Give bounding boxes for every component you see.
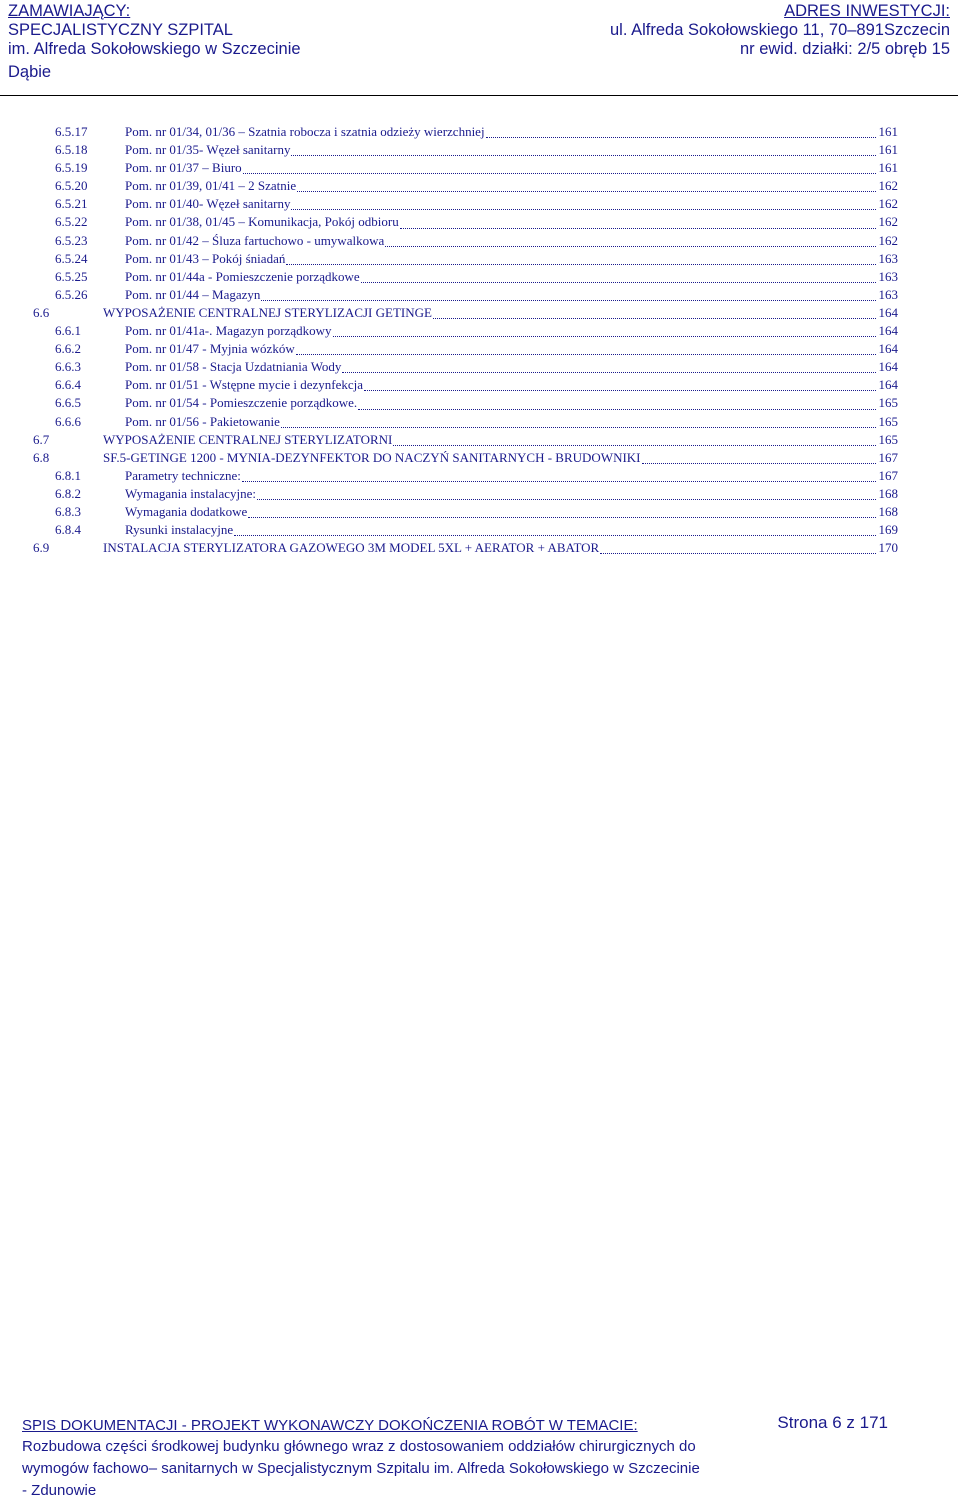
toc-entry-number: 6.8.3	[55, 503, 81, 519]
employer-name-line2: im. Alfreda Sokołowskiego w Szczecinie	[8, 40, 301, 58]
toc-entry-number: 6.6.1	[55, 323, 81, 339]
toc-entry-page: 164	[878, 323, 898, 339]
dot-leader	[642, 463, 876, 464]
dot-leader	[433, 318, 876, 319]
toc-entry-page: 163	[878, 268, 898, 284]
toc-entry-leader-wrap	[103, 431, 876, 449]
toc-entry[interactable]	[0, 159, 960, 177]
toc-entry-leader-wrap	[125, 286, 876, 304]
dot-leader	[385, 246, 876, 247]
toc-entry[interactable]	[0, 340, 960, 358]
toc-entry-number: 6.5.22	[55, 214, 88, 230]
toc-entry-page: 165	[878, 413, 898, 429]
toc-entry-page: 161	[878, 142, 898, 158]
toc-entry-page: 162	[878, 232, 898, 248]
toc-entry[interactable]	[0, 123, 960, 141]
toc-entry[interactable]	[0, 232, 960, 250]
toc-entry-leader-wrap	[125, 213, 876, 231]
toc-entry-leader-wrap	[125, 159, 876, 177]
toc-entry-page: 164	[878, 304, 898, 320]
dot-leader	[291, 209, 876, 210]
toc-entry-title: Wymagania dodatkowe	[125, 503, 248, 519]
toc-entry-title: Pom. nr 01/54 - Pomieszczenie porządkowe.	[125, 395, 358, 411]
toc-entry-leader-wrap	[125, 376, 876, 394]
toc-entry[interactable]	[0, 376, 960, 394]
toc-entry-number: 6.8.4	[55, 522, 81, 538]
dot-leader	[281, 427, 876, 428]
toc-entry-leader-wrap	[125, 485, 876, 503]
toc-entry-page: 167	[878, 467, 898, 483]
toc-entry-title: Pom. nr 01/41a-. Magazyn porządkowy	[125, 323, 332, 339]
toc-entry[interactable]	[0, 467, 960, 485]
dot-leader	[234, 535, 876, 536]
toc-entry[interactable]	[0, 431, 960, 449]
toc-entry-leader-wrap	[103, 539, 876, 557]
toc-entry-number: 6.5.26	[55, 286, 88, 302]
toc-entry-title: Wymagania instalacyjne:	[125, 485, 256, 501]
toc-entry-leader-wrap	[125, 322, 876, 340]
toc-entry-page: 170	[878, 540, 898, 556]
toc-entry[interactable]	[0, 322, 960, 340]
toc-entry-number: 6.8	[33, 449, 50, 465]
toc-entry-page: 162	[878, 196, 898, 212]
dot-leader	[242, 481, 876, 482]
toc-entry-title: Pom. nr 01/44 – Magazyn	[125, 286, 261, 302]
toc-entry-title: Pom. nr 01/37 – Biuro	[125, 160, 242, 176]
toc-entry-leader-wrap	[125, 358, 876, 376]
toc-entry-number: 6.5.19	[55, 160, 88, 176]
toc-entry-leader-wrap	[125, 467, 876, 485]
toc-entry[interactable]	[0, 250, 960, 268]
toc-entry-number: 6.5.21	[55, 196, 88, 212]
toc-entry-title: Pom. nr 01/34, 01/36 – Szatnia robocza i szatnia odzieży wierzchniej	[125, 124, 485, 139]
dot-leader	[243, 173, 876, 174]
toc-entry-number: 6.5.24	[55, 250, 88, 266]
dot-leader	[297, 191, 876, 192]
page-number: Strona 6 z 171	[777, 1413, 888, 1432]
toc-entry-title: Rysunki instalacyjne	[125, 522, 234, 538]
toc-entry-page: 162	[878, 214, 898, 230]
toc-entry-title: INSTALACJA STERYLIZATORA GAZOWEGO 3M MODEL 5XL + AERATOR + ABATOR	[103, 540, 600, 556]
toc-entry-title: Pom. nr 01/39, 01/41 – 2 Szatnie	[125, 178, 297, 194]
toc-entry-page: 162	[878, 178, 898, 194]
toc-entry-leader-wrap	[125, 268, 876, 286]
toc-entry-number: 6.6.2	[55, 341, 81, 357]
dot-leader	[358, 409, 876, 410]
toc-entry-number: 6.6.4	[55, 377, 81, 393]
toc-entry-page: 164	[878, 377, 898, 393]
toc-entry-title: SF.5-GETINGE 1200 - MYNIA-DEZYNFEKTOR DO NACZYŃ SANITARNYCH - BRUDOWNIKI	[103, 449, 641, 465]
footer-line-1: Rozbudowa części środkowej budynku głównego wraz z dostosowaniem oddziałów chirurgicznych do	[22, 1438, 696, 1455]
toc-entry-page: 163	[878, 286, 898, 302]
toc-entry[interactable]	[0, 268, 960, 286]
toc-entry-number: 6.6.5	[55, 395, 81, 411]
toc-entry-leader-wrap	[125, 123, 876, 141]
footer-line-3: - Zdunowie	[22, 1482, 97, 1499]
header-divider	[0, 95, 958, 96]
dot-leader	[364, 390, 876, 391]
toc-entry[interactable]	[0, 449, 960, 467]
dot-leader	[600, 553, 876, 554]
toc-entry[interactable]	[0, 413, 960, 431]
toc-entry-leader-wrap	[103, 304, 876, 322]
dot-leader	[248, 517, 876, 518]
toc-entry-title: Pom. nr 01/47 - Myjnia wózków	[125, 341, 295, 357]
toc-entry[interactable]	[0, 503, 960, 521]
dot-leader	[333, 336, 876, 337]
toc-entry-title: WYPOSAŻENIE CENTRALNEJ STERYLIZACJI GETINGE	[103, 304, 432, 320]
toc-entry-page: 163	[878, 250, 898, 266]
table-of-contents	[0, 123, 960, 557]
employer-name: SPECJALISTYCZNY SZPITAL	[8, 21, 233, 39]
investment-address-label: ADRES INWESTYCJI:	[784, 2, 950, 20]
toc-entry-page: 169	[878, 522, 898, 538]
toc-entry-number: 6.5.17	[55, 124, 88, 139]
toc-entry-leader-wrap	[125, 340, 876, 358]
toc-entry-leader-wrap	[103, 449, 876, 467]
dot-leader	[342, 372, 876, 373]
dot-leader	[286, 264, 876, 265]
toc-entry-page: 164	[878, 359, 898, 375]
toc-entry-title: Parametry techniczne:	[125, 467, 241, 483]
toc-entry-page: 168	[878, 503, 898, 519]
toc-entry[interactable]	[0, 141, 960, 159]
toc-entry-leader-wrap	[125, 413, 876, 431]
parcel-number: nr ewid. działki: 2/5 obręb 15	[739, 40, 950, 58]
toc-entry-page: 168	[878, 485, 898, 501]
toc-entry-number: 6.5.23	[55, 232, 88, 248]
toc-entry-number: 6.6.3	[55, 359, 81, 375]
toc-entry-leader-wrap	[125, 521, 876, 539]
toc-entry-leader-wrap	[125, 250, 876, 268]
toc-entry[interactable]	[0, 485, 960, 503]
toc-entry-number: 6.8.1	[55, 467, 81, 483]
dot-leader	[400, 228, 876, 229]
toc-entry-leader-wrap	[125, 195, 876, 213]
toc-entry-number: 6.6.6	[55, 413, 81, 429]
toc-entry-number: 6.5.25	[55, 268, 88, 284]
footer-line-2: wymogów fachowo– sanitarnych w Specjalistycznym Szpitalu im. Alfreda Sokołowskiego w Szczecinie	[22, 1460, 700, 1477]
employer-label: ZAMAWIAJĄCY:	[8, 2, 131, 20]
toc-entry[interactable]	[0, 539, 960, 557]
toc-entry-number: 6.9	[33, 540, 50, 556]
dot-leader	[486, 137, 876, 138]
toc-entry-page: 161	[878, 124, 898, 139]
toc-entry[interactable]	[0, 195, 960, 213]
toc-entry-page: 164	[878, 341, 898, 357]
toc-entry[interactable]	[0, 394, 960, 412]
toc-entry-title: Pom. nr 01/56 - Pakietowanie	[125, 413, 280, 429]
toc-entry[interactable]	[0, 177, 960, 195]
toc-entry-leader-wrap	[125, 503, 876, 521]
toc-entry-leader-wrap	[125, 177, 876, 195]
toc-entry-number: 6.6	[33, 304, 50, 320]
dot-leader	[296, 354, 876, 355]
toc-entry-title: Pom. nr 01/58 - Stacja Uzdatniania Wody	[125, 359, 342, 375]
toc-entry-number: 6.5.18	[55, 142, 88, 158]
toc-entry-page: 167	[878, 449, 898, 465]
toc-entry[interactable]	[0, 213, 960, 231]
investment-address: ul. Alfreda Sokołowskiego 11, 70–891Szczecin	[610, 21, 950, 39]
toc-entry-page: 165	[878, 395, 898, 411]
toc-entry-number: 6.8.2	[55, 485, 81, 501]
toc-entry-title: WYPOSAŻENIE CENTRALNEJ STERYLIZATORNI	[103, 431, 393, 447]
toc-entry[interactable]	[0, 286, 960, 304]
toc-entry-page: 161	[878, 160, 898, 176]
toc-entry-title: Pom. nr 01/40- Węzeł sanitarny	[125, 196, 291, 212]
dot-leader	[291, 155, 876, 156]
toc-entry[interactable]	[0, 358, 960, 376]
dot-leader	[361, 282, 876, 283]
toc-entry-title: Pom. nr 01/42 – Śluza fartuchowo - umywalkowa	[125, 232, 385, 248]
toc-entry-leader-wrap	[125, 394, 876, 412]
employer-name-line3: Dąbie	[8, 63, 52, 81]
toc-entry-title: Pom. nr 01/35- Węzeł sanitarny	[125, 142, 291, 158]
toc-entry[interactable]	[0, 304, 960, 322]
toc-entry-number: 6.7	[33, 431, 50, 447]
toc-entry-title: Pom. nr 01/44a - Pomieszczenie porządkowe	[125, 268, 360, 284]
dot-leader	[261, 300, 876, 301]
toc-entry-title: Pom. nr 01/43 – Pokój śniadań	[125, 250, 286, 266]
toc-entry-leader-wrap	[125, 232, 876, 250]
toc-entry-leader-wrap	[125, 141, 876, 159]
toc-entry-number: 6.5.20	[55, 178, 88, 194]
footer-title: SPIS DOKUMENTACJI - PROJEKT WYKONAWCZY DOKOŃCZENIA ROBÓT W TEMACIE:	[22, 1417, 638, 1434]
dot-leader	[393, 445, 876, 446]
toc-entry-page: 165	[878, 431, 898, 447]
toc-entry-title: Pom. nr 01/38, 01/45 – Komunikacja, Pokój odbioru	[125, 214, 399, 230]
dot-leader	[257, 499, 876, 500]
toc-entry[interactable]	[0, 521, 960, 539]
toc-entry-title: Pom. nr 01/51 - Wstępne mycie i dezynfekcja	[125, 377, 364, 393]
